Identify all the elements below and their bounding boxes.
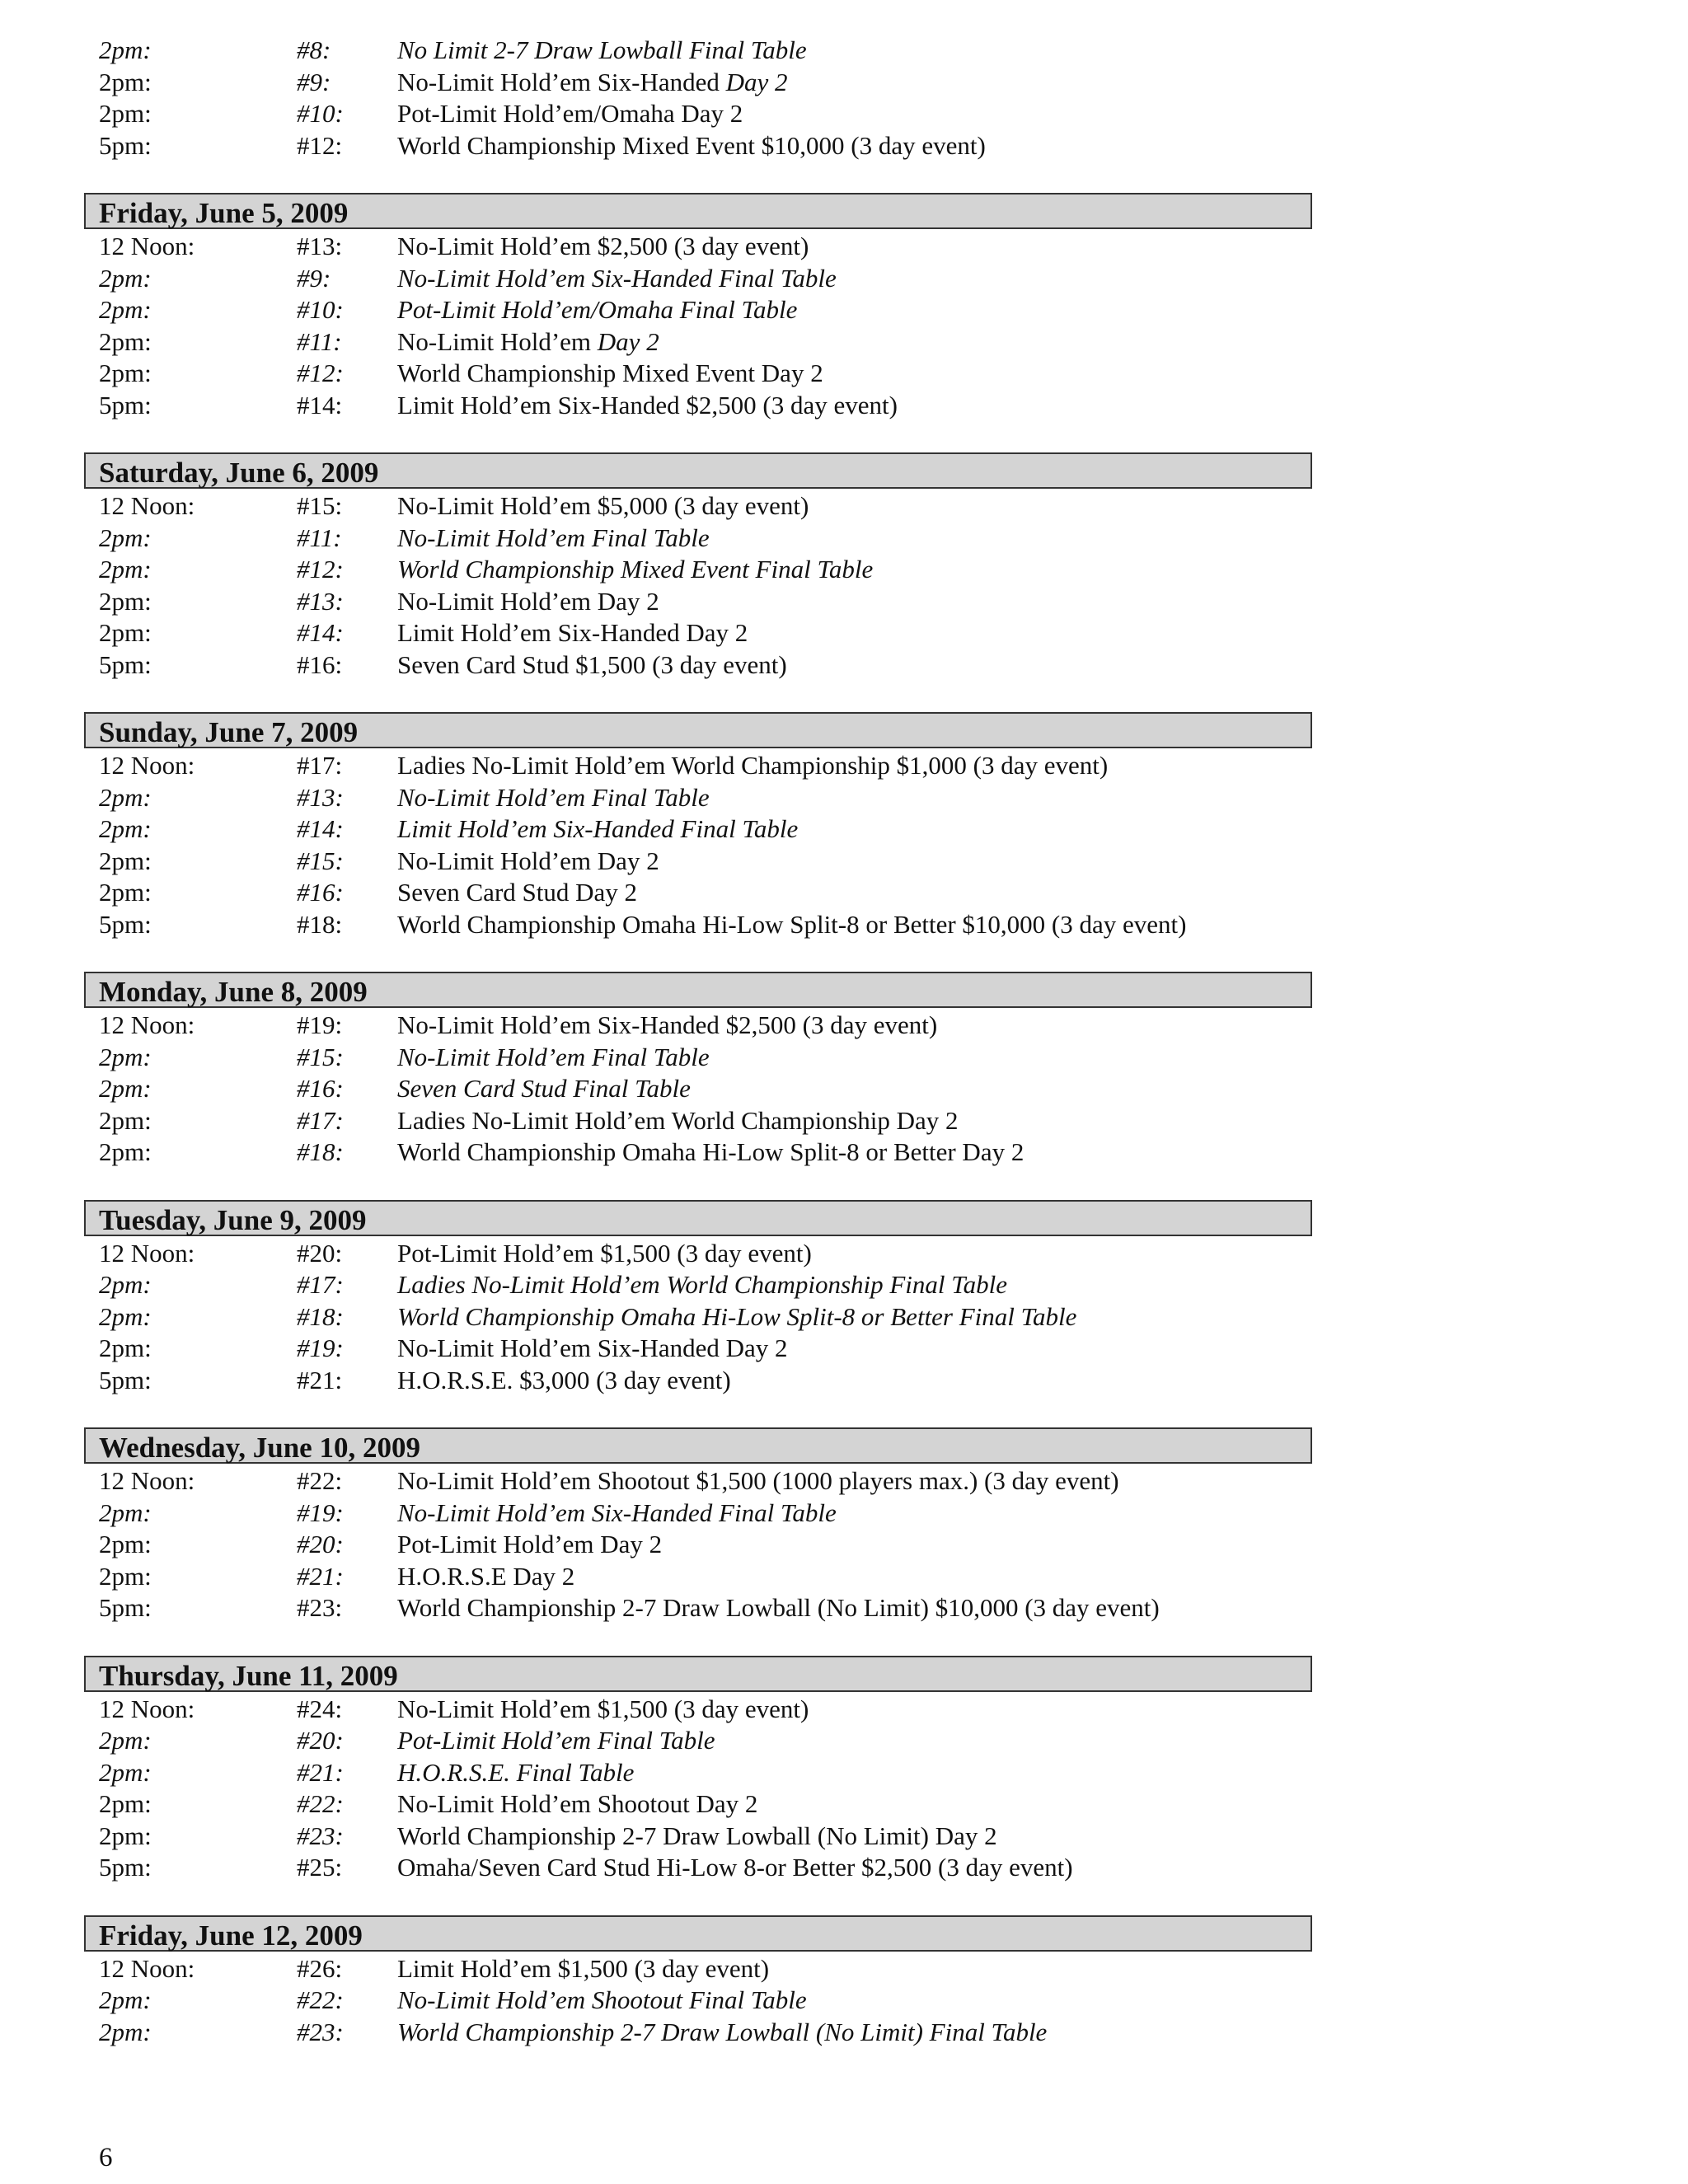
schedule-row <box>84 1985 1312 2017</box>
event-name <box>397 2017 1047 2049</box>
event-time: 2pm: <box>99 1726 152 1755</box>
event-number: #20: <box>297 1726 344 1755</box>
event-time: 2pm: <box>99 1105 152 1135</box>
event-number: #9: <box>297 67 331 96</box>
event-number: #11: <box>297 523 342 552</box>
event-name <box>397 1238 812 1270</box>
event-time: 12 Noon: <box>99 1953 195 1983</box>
schedule-row <box>84 490 1312 523</box>
event-time: 2pm: <box>99 326 152 356</box>
day-header: Tuesday, June 9, 2009 <box>84 1200 1312 1236</box>
event-time: 2pm: <box>99 295 152 324</box>
event-time: 12 Noon: <box>99 1694 195 1723</box>
event-name-text: No Limit 2-7 Draw Lowball Final Table <box>397 35 807 64</box>
event-number: #21: <box>297 1365 343 1394</box>
event-name-suffix: Day 2 <box>725 67 788 96</box>
event-name <box>397 1985 807 2017</box>
event-number: #18: <box>297 909 343 939</box>
schedule-row <box>84 130 1312 162</box>
event-number: #14: <box>297 618 344 647</box>
event-time: 5pm: <box>99 649 152 679</box>
event-name-text: Ladies No-Limit Hold’em World Championship $1,000 (3 day event) <box>397 751 1109 780</box>
schedule-row <box>84 1592 1312 1624</box>
schedule-row <box>84 649 1312 682</box>
event-name-text: No-Limit Hold’em Final Table <box>397 1042 710 1071</box>
event-number: #23: <box>297 2017 344 2046</box>
schedule-row <box>84 782 1312 814</box>
schedule-row <box>84 1821 1312 1853</box>
schedule-row <box>84 877 1312 909</box>
event-name-text: H.O.R.S.E Day 2 <box>397 1561 575 1591</box>
event-time: 5pm: <box>99 1365 152 1394</box>
event-time: 5pm: <box>99 130 152 160</box>
event-time: 5pm: <box>99 1593 152 1622</box>
event-name <box>397 1788 757 1821</box>
schedule-row <box>84 1529 1312 1561</box>
event-name <box>397 130 986 162</box>
event-name <box>397 390 898 422</box>
schedule-row <box>84 1238 1312 1270</box>
event-number: #19: <box>297 1497 344 1527</box>
section-gap <box>84 421 1312 452</box>
event-number: #25: <box>297 1853 343 1882</box>
event-time: 2pm: <box>99 1074 152 1103</box>
event-time: 2pm: <box>99 1821 152 1850</box>
event-name-text: H.O.R.S.E. $3,000 (3 day event) <box>397 1365 731 1394</box>
event-number: #13: <box>297 586 344 616</box>
event-name <box>397 1365 731 1397</box>
event-name-text: Pot-Limit Hold’em Day 2 <box>397 1530 663 1558</box>
event-number: #14: <box>297 814 344 843</box>
schedule-row <box>84 1561 1312 1593</box>
event-name-text: No-Limit Hold’em Day 2 <box>397 846 659 875</box>
event-name-text: No-Limit Hold’em Shootout Final Table <box>397 1985 807 2014</box>
day-header: Friday, June 12, 2009 <box>84 1915 1312 1952</box>
event-name-text: No-Limit Hold’em Final Table <box>397 523 710 552</box>
section-gap <box>84 162 1312 193</box>
event-name-text: Seven Card Stud Day 2 <box>397 878 638 907</box>
schedule-row <box>84 1137 1312 1169</box>
schedule-row <box>84 294 1312 326</box>
event-name <box>397 1269 1007 1301</box>
schedule-row <box>84 813 1312 846</box>
schedule-row <box>84 390 1312 422</box>
event-number: #16: <box>297 878 344 907</box>
event-time: 2pm: <box>99 814 152 843</box>
event-time: 2pm: <box>99 878 152 907</box>
section-gap <box>84 1624 1312 1656</box>
event-name-suffix: Day 2 <box>597 326 659 356</box>
event-name <box>397 1529 662 1561</box>
event-name <box>397 490 809 523</box>
event-time: 12 Noon: <box>99 1466 195 1495</box>
event-time: 2pm: <box>99 782 152 812</box>
event-time: 2pm: <box>99 1137 152 1166</box>
event-time: 2pm: <box>99 1985 152 2014</box>
event-number: #26: <box>297 1953 343 1983</box>
day-header: Wednesday, June 10, 2009 <box>84 1427 1312 1464</box>
event-name <box>397 813 798 846</box>
event-name <box>397 1073 691 1105</box>
event-name <box>397 263 837 295</box>
event-time: 12 Noon: <box>99 751 195 780</box>
event-number: #17: <box>297 751 343 780</box>
event-name <box>397 326 659 359</box>
schedule-row <box>84 1073 1312 1105</box>
event-time: 2pm: <box>99 1561 152 1591</box>
schedule-row <box>84 1694 1312 1726</box>
event-name <box>397 231 809 263</box>
schedule-row <box>84 1105 1312 1137</box>
event-name <box>397 1301 1076 1333</box>
schedule-row <box>84 846 1312 878</box>
day-header: Thursday, June 11, 2009 <box>84 1656 1312 1692</box>
event-name <box>397 1333 788 1365</box>
event-time: 2pm: <box>99 1530 152 1558</box>
event-name <box>397 846 659 878</box>
event-name <box>397 1757 634 1789</box>
event-name-text: Omaha/Seven Card Stud Hi-Low 8-or Better $2,500 (3 day event) <box>397 1853 1073 1882</box>
day-header: Sunday, June 7, 2009 <box>84 712 1312 748</box>
event-name <box>397 35 807 67</box>
schedule-row <box>84 98 1312 130</box>
event-name-text: No-Limit Hold’em $5,000 (3 day event) <box>397 491 809 520</box>
event-time: 2pm: <box>99 1333 152 1362</box>
schedule-row <box>84 617 1312 649</box>
event-number: #16: <box>297 1074 344 1103</box>
day-header: Friday, June 5, 2009 <box>84 193 1312 229</box>
event-number: #17: <box>297 1270 344 1299</box>
event-name-text: Pot-Limit Hold’em $1,500 (3 day event) <box>397 1238 812 1268</box>
event-number: #15: <box>297 1042 344 1071</box>
event-name-text: No-Limit Hold’em Six-Handed Day 2 <box>397 1333 788 1362</box>
schedule-row <box>84 1365 1312 1397</box>
event-name <box>397 782 710 814</box>
event-time: 2pm: <box>99 618 152 647</box>
event-number: #21: <box>297 1561 344 1591</box>
event-name-text: World Championship 2-7 Draw Lowball (No Limit) Final Table <box>397 2017 1048 2046</box>
event-time: 12 Noon: <box>99 232 195 260</box>
event-time: 12 Noon: <box>99 491 195 520</box>
event-name-text: Ladies No-Limit Hold’em World Championship Day 2 <box>397 1105 959 1135</box>
section-gap <box>84 1396 1312 1427</box>
schedule-row <box>84 35 1312 67</box>
event-time: 2pm: <box>99 263 152 293</box>
event-number: #9: <box>297 263 331 293</box>
event-name-text: No-Limit Hold’em Final Table <box>397 782 710 812</box>
event-name-text: World Championship Omaha Hi-Low Split-8 or Better Day 2 <box>397 1137 1025 1166</box>
event-name <box>397 750 1108 782</box>
event-name <box>397 1561 574 1593</box>
schedule-row <box>84 1788 1312 1821</box>
event-number: #13: <box>297 232 343 260</box>
event-name-text: No-Limit Hold’em <box>397 326 598 356</box>
event-name-text: No-Limit Hold’em Six-Handed Final Table <box>397 1497 837 1527</box>
event-number: #19: <box>297 1010 343 1039</box>
event-number: #16: <box>297 649 343 679</box>
schedule-row <box>84 358 1312 390</box>
event-time: 2pm: <box>99 99 152 128</box>
schedule-row <box>84 1010 1312 1042</box>
event-name-text: No-Limit Hold’em Shootout Day 2 <box>397 1789 758 1818</box>
schedule-row <box>84 67 1312 99</box>
event-name <box>397 98 743 130</box>
section-gap <box>84 940 1312 972</box>
event-name <box>397 1852 1073 1884</box>
event-number: #22: <box>297 1985 344 2014</box>
schedule-row <box>84 1042 1312 1074</box>
schedule-row <box>84 1301 1312 1333</box>
event-time: 2pm: <box>99 1757 152 1787</box>
schedule-row <box>84 1852 1312 1884</box>
schedule-content <box>84 35 1312 2048</box>
event-name-text: No-Limit Hold’em Six-Handed <box>397 67 726 96</box>
event-name-text: No-Limit Hold’em $2,500 (3 day event) <box>397 232 809 260</box>
event-name-text: Limit Hold’em Six-Handed Day 2 <box>397 618 748 647</box>
event-name <box>397 1953 769 1985</box>
event-number: #22: <box>297 1789 344 1818</box>
event-name-text: Ladies No-Limit Hold’em World Championship Final Table <box>397 1270 1008 1299</box>
event-name-text: World Championship Omaha Hi-Low Split-8 or Better $10,000 (3 day event) <box>397 909 1187 939</box>
schedule-row <box>84 1757 1312 1789</box>
event-number: #8: <box>297 35 331 64</box>
event-name <box>397 523 710 555</box>
event-name <box>397 649 787 682</box>
event-name <box>397 1497 837 1530</box>
event-name <box>397 1821 997 1853</box>
event-time: 2pm: <box>99 67 152 96</box>
event-name <box>397 1725 715 1757</box>
schedule-row <box>84 1333 1312 1365</box>
schedule-row <box>84 2017 1312 2049</box>
event-number: #20: <box>297 1530 344 1558</box>
event-time: 5pm: <box>99 390 152 419</box>
event-time: 2pm: <box>99 1497 152 1527</box>
event-name <box>397 1105 959 1137</box>
event-number: #18: <box>297 1137 344 1166</box>
schedule-row <box>84 586 1312 618</box>
schedule-row <box>84 326 1312 359</box>
event-time: 2pm: <box>99 1042 152 1071</box>
schedule-row <box>84 1465 1312 1497</box>
event-time: 5pm: <box>99 909 152 939</box>
event-name-text: World Championship Mixed Event $10,000 (3 day event) <box>397 130 986 160</box>
event-name <box>397 67 788 99</box>
event-name-text: World Championship 2-7 Draw Lowball (No Limit) $10,000 (3 day event) <box>397 1593 1160 1622</box>
event-name-text: H.O.R.S.E. Final Table <box>397 1757 635 1787</box>
event-name <box>397 294 797 326</box>
event-number: #17: <box>297 1105 344 1135</box>
schedule-row <box>84 750 1312 782</box>
event-time: 2pm: <box>99 1301 152 1331</box>
event-name-text: Limit Hold’em Six-Handed $2,500 (3 day event) <box>397 390 898 419</box>
event-name <box>397 617 748 649</box>
event-number: #10: <box>297 99 344 128</box>
event-name-text: World Championship Mixed Event Day 2 <box>397 359 823 387</box>
event-number: #11: <box>297 326 342 356</box>
event-number: #20: <box>297 1238 343 1268</box>
schedule-row <box>84 1725 1312 1757</box>
event-name <box>397 1010 937 1042</box>
schedule-row <box>84 1269 1312 1301</box>
event-name <box>397 909 1186 941</box>
event-name-text: Seven Card Stud $1,500 (3 day event) <box>397 649 787 679</box>
event-name-text: No-Limit Hold’em Day 2 <box>397 586 659 616</box>
event-time: 12 Noon: <box>99 1010 195 1039</box>
event-number: #12: <box>297 130 343 160</box>
event-time: 2pm: <box>99 359 152 387</box>
event-number: #14: <box>297 390 343 419</box>
schedule-row <box>84 1953 1312 1985</box>
event-time: 2pm: <box>99 1270 152 1299</box>
event-time: 2pm: <box>99 2017 152 2046</box>
event-name <box>397 1694 809 1726</box>
event-name-text: Pot-Limit Hold’em Final Table <box>397 1726 715 1755</box>
event-number: #18: <box>297 1301 344 1331</box>
schedule-row <box>84 1497 1312 1530</box>
event-name <box>397 1042 710 1074</box>
schedule-row <box>84 523 1312 555</box>
section-gap <box>84 681 1312 712</box>
event-number: #15: <box>297 846 344 875</box>
event-number: #12: <box>297 555 344 583</box>
event-number: #15: <box>297 491 343 520</box>
schedule-row <box>84 554 1312 586</box>
event-number: #24: <box>297 1694 343 1723</box>
event-name <box>397 1465 1119 1497</box>
event-name-text: No-Limit Hold’em Six-Handed Final Table <box>397 263 837 293</box>
event-time: 5pm: <box>99 1853 152 1882</box>
event-name-text: Pot-Limit Hold’em/Omaha Final Table <box>397 295 798 324</box>
event-number: #23: <box>297 1593 343 1622</box>
section-gap <box>84 1169 1312 1200</box>
event-time: 12 Noon: <box>99 1238 195 1268</box>
event-time: 2pm: <box>99 846 152 875</box>
event-name <box>397 358 823 390</box>
event-name-text: Pot-Limit Hold’em/Omaha Day 2 <box>397 99 743 128</box>
event-number: #22: <box>297 1466 343 1495</box>
event-time: 2pm: <box>99 1789 152 1818</box>
event-time: 2pm: <box>99 35 152 64</box>
event-time: 2pm: <box>99 586 152 616</box>
event-name-text: No-Limit Hold’em $1,500 (3 day event) <box>397 1694 809 1723</box>
event-name-text: Seven Card Stud Final Table <box>397 1074 691 1103</box>
section-gap <box>84 1884 1312 1915</box>
event-time: 2pm: <box>99 555 152 583</box>
event-number: #21: <box>297 1757 344 1787</box>
event-number: #13: <box>297 782 344 812</box>
day-header: Monday, June 8, 2009 <box>84 972 1312 1008</box>
schedule-row <box>84 263 1312 295</box>
event-name-text: No-Limit Hold’em Six-Handed $2,500 (3 day event) <box>397 1010 938 1039</box>
event-number: #19: <box>297 1333 344 1362</box>
event-name <box>397 1592 1160 1624</box>
event-name-text: Limit Hold’em $1,500 (3 day event) <box>397 1953 770 1983</box>
event-number: #10: <box>297 295 344 324</box>
event-name <box>397 554 873 586</box>
event-name-text: Limit Hold’em Six-Handed Final Table <box>397 814 799 843</box>
event-name <box>397 877 637 909</box>
event-name-text: World Championship 2-7 Draw Lowball (No Limit) Day 2 <box>397 1821 997 1850</box>
event-number: #23: <box>297 1821 344 1850</box>
event-number: #12: <box>297 359 344 387</box>
schedule-row <box>84 909 1312 941</box>
event-name-text: World Championship Mixed Event Final Table <box>397 555 874 583</box>
event-name-text: World Championship Omaha Hi-Low Split-8 or Better Final Table <box>397 1301 1077 1331</box>
schedule-row <box>84 231 1312 263</box>
event-time: 2pm: <box>99 523 152 552</box>
event-name <box>397 1137 1024 1169</box>
page-number: 6 <box>99 2143 113 2172</box>
day-header: Saturday, June 6, 2009 <box>84 452 1312 489</box>
event-name <box>397 586 659 618</box>
event-name-text: No-Limit Hold’em Shootout $1,500 (1000 players max.) (3 day event) <box>397 1466 1119 1495</box>
